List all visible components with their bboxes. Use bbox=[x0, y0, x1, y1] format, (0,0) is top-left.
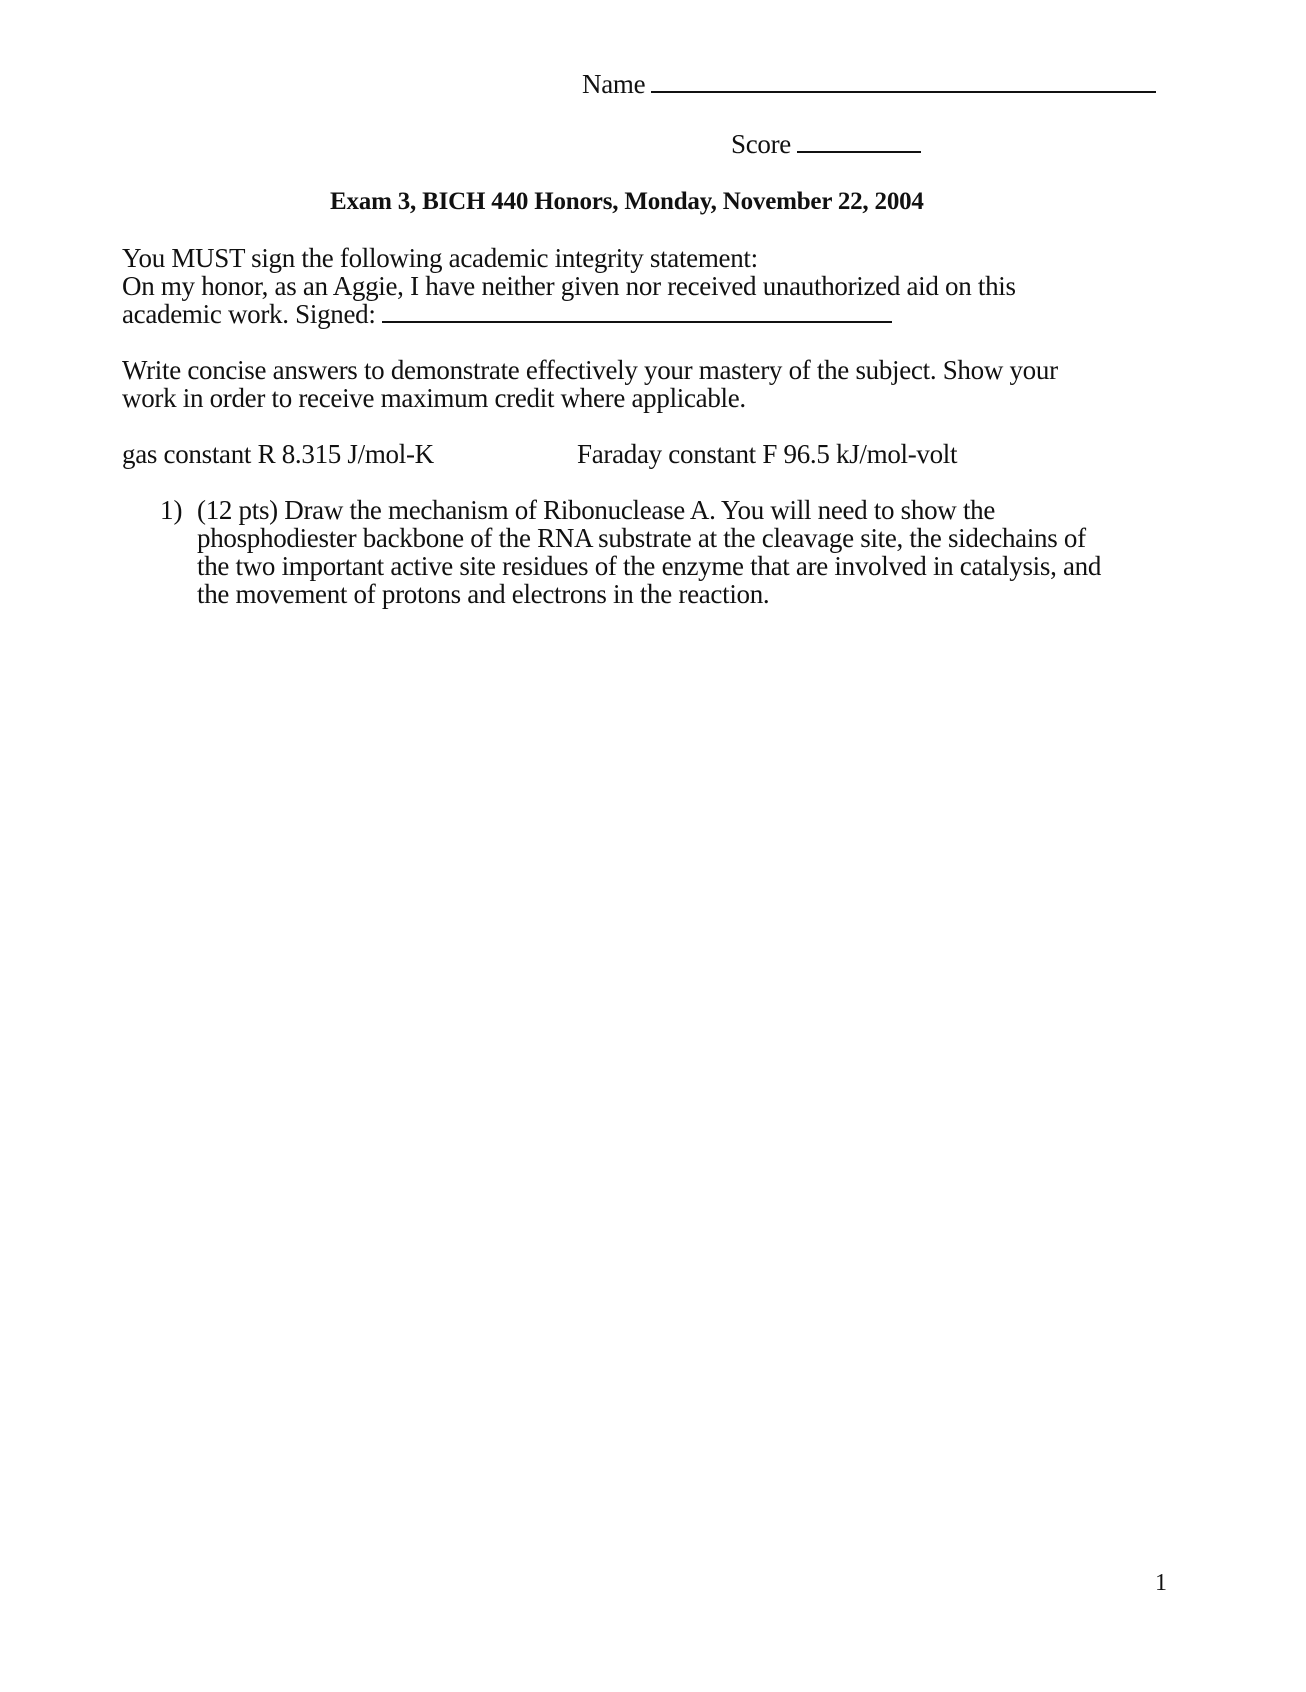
instructions-line-2: work in order to receive maximum credit where applicable. bbox=[122, 383, 746, 413]
question-1-line-3: the two important active site residues of the enzyme that are involved in catalysis, and bbox=[197, 551, 1102, 581]
question-1-line-2: phosphodiester backbone of the RNA substrate at the cleavage site, the sidechains of bbox=[197, 523, 1086, 553]
integrity-line-1: You MUST sign the following academic integrity statement: bbox=[122, 243, 758, 273]
score-blank[interactable] bbox=[797, 131, 921, 153]
signature-blank[interactable] bbox=[382, 301, 892, 323]
integrity-line-3 bbox=[122, 300, 892, 328]
instructions-line-1: Write concise answers to demonstrate effectively your mastery of the subject. Show your bbox=[122, 355, 1058, 385]
question-1-line-1: (12 pts) Draw the mechanism of Ribonuclease A. You will need to show the bbox=[197, 495, 996, 525]
score-label: Score bbox=[731, 129, 791, 159]
integrity-line-2: On my honor, as an Aggie, I have neither given nor received unauthorized aid on this bbox=[122, 271, 1016, 301]
exam-title: Exam 3, BICH 440 Honors, Monday, November 22, 2004 bbox=[330, 188, 924, 215]
page-number: 1 bbox=[1155, 1570, 1167, 1596]
answer-area[interactable] bbox=[122, 620, 1182, 1520]
gas-constant: gas constant R 8.315 J/mol-K bbox=[122, 439, 434, 469]
name-label: Name bbox=[582, 69, 646, 99]
name-row bbox=[582, 70, 1156, 98]
signed-label: academic work. Signed: bbox=[122, 299, 376, 329]
faraday-constant: Faraday constant F 96.5 kJ/mol-volt bbox=[577, 439, 958, 469]
score-row bbox=[731, 130, 921, 158]
question-1-number: 1) bbox=[160, 495, 183, 525]
question-1-text bbox=[197, 496, 1187, 608]
question-1-line-4: the movement of protons and electrons in the reaction. bbox=[197, 579, 770, 609]
name-blank[interactable] bbox=[651, 71, 1156, 93]
